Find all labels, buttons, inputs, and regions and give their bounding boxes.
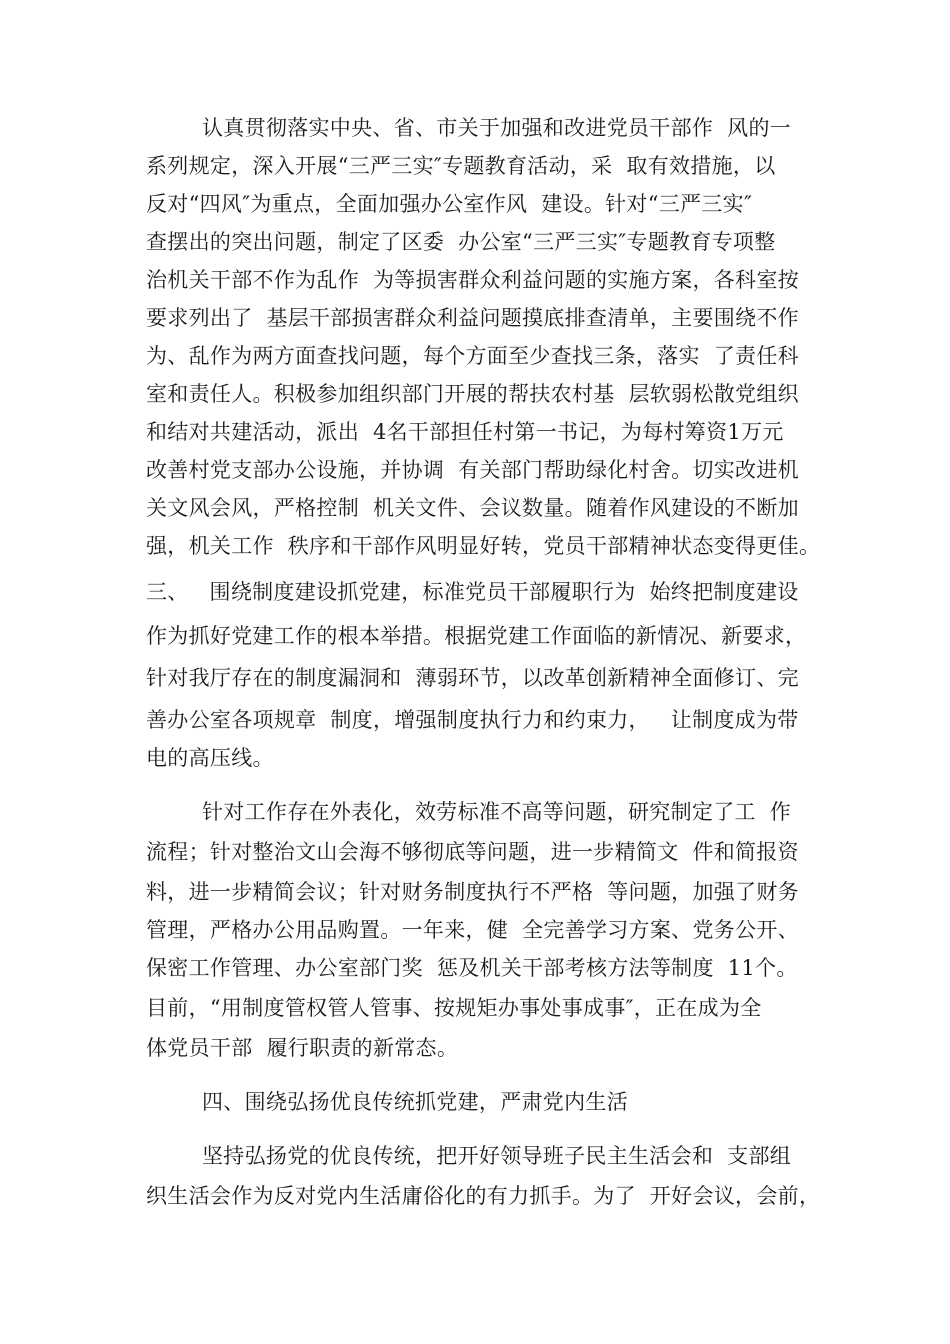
paragraph-line: 针对工作存在外表化，效劳标准不高等问题，研究制定了工 作 (202, 800, 792, 824)
paragraph-line: 针对我厅存在的制度漏洞和 薄弱环节，以改革创新精神全面修订、完 (146, 666, 799, 690)
paragraph-line: 系列规定，深入开展“三严三实″专题教育活动，采 取有效措施，以 (146, 154, 776, 178)
paragraph-line: 认真贯彻落实中央、省、市关于加强和改进党员干部作 风的一 (202, 116, 792, 140)
paragraph-line: 料，进一步精简会议；针对财务制度执行不严格 等问题，加强了财务 (146, 880, 799, 904)
paragraph-line: 管理，严格办公用品购置。一年来，健 全完善学习方案、党务公开、 (146, 918, 799, 942)
paragraph-line: 流程；针对整治文山会海不够彻底等问题，进一步精简文 件和简报资 (146, 840, 799, 864)
paragraph-line: 和结对共建活动，派出 4名干部担任村第一书记，为每村筹资1万元 (146, 420, 784, 444)
paragraph-line: 保密工作管理、办公室部门奖 惩及机关干部考核方法等制度 11个。 (146, 956, 798, 980)
paragraph-line: 反对“四风″为重点，全面加强办公室作风 建设。针对“三严三实″ (146, 192, 753, 216)
section-three-line: 三、 围绕制度建设抓党建，标准党员干部履职行为 始终把制度建设 (146, 580, 799, 604)
paragraph-line: 织生活会作为反对党内生活庸俗化的有力抓手。为了 开好会议，会前， (146, 1184, 821, 1208)
paragraph-line: 要求列出了 基层干部损害群众利益问题摸底排查清单，主要围绕不作 (146, 306, 799, 330)
paragraph-line: 改善村党支部办公设施，并协调 有关部门帮助绿化村舍。切实改进机 (146, 458, 799, 482)
paragraph-line: 善办公室各项规章 制度，增强制度执行力和约束力， 让制度成为带 (146, 708, 799, 732)
paragraph-line: 坚持弘扬党的优良传统，把开好领导班子民主生活会和 支部组 (202, 1144, 792, 1168)
paragraph-line: 为、乱作为两方面查找问题，每个方面至少查找三条，落实 了责任科 (146, 344, 799, 368)
paragraph-line: 作为抓好党建工作的根本举措。根据党建工作面临的新情况、新要求， (146, 624, 807, 648)
paragraph-line: 治机关干部不作为乱作 为等损害群众利益问题的实施方案，各科室按 (146, 268, 799, 292)
paragraph-line: 目前，“用制度管权管人管事、按规矩办事处事成事″，正在成为全 (146, 996, 762, 1020)
paragraph-line: 关文风会风，严格控制 机关文件、会议数量。随着作风建设的不断加 (146, 496, 799, 520)
paragraph-line: 体党员干部 履行职责的新常态。 (146, 1036, 459, 1060)
paragraph-line: 室和责任人。积极参加组织部门开展的帮扶农村基 层软弱松散党组织 (146, 382, 799, 406)
paragraph-line: 强，机关工作 秩序和干部作风明显好转，党员干部精神状态变得更佳。 (146, 534, 821, 558)
paragraph-line: 查摆出的突出问题，制定了区委 办公室“三严三实″专题教育专项整 (146, 230, 776, 254)
paragraph-line: 电的高压线。 (146, 746, 274, 770)
section-four-heading: 四、围绕弘扬优良传统抓党建，严肃党内生活 (202, 1090, 628, 1114)
